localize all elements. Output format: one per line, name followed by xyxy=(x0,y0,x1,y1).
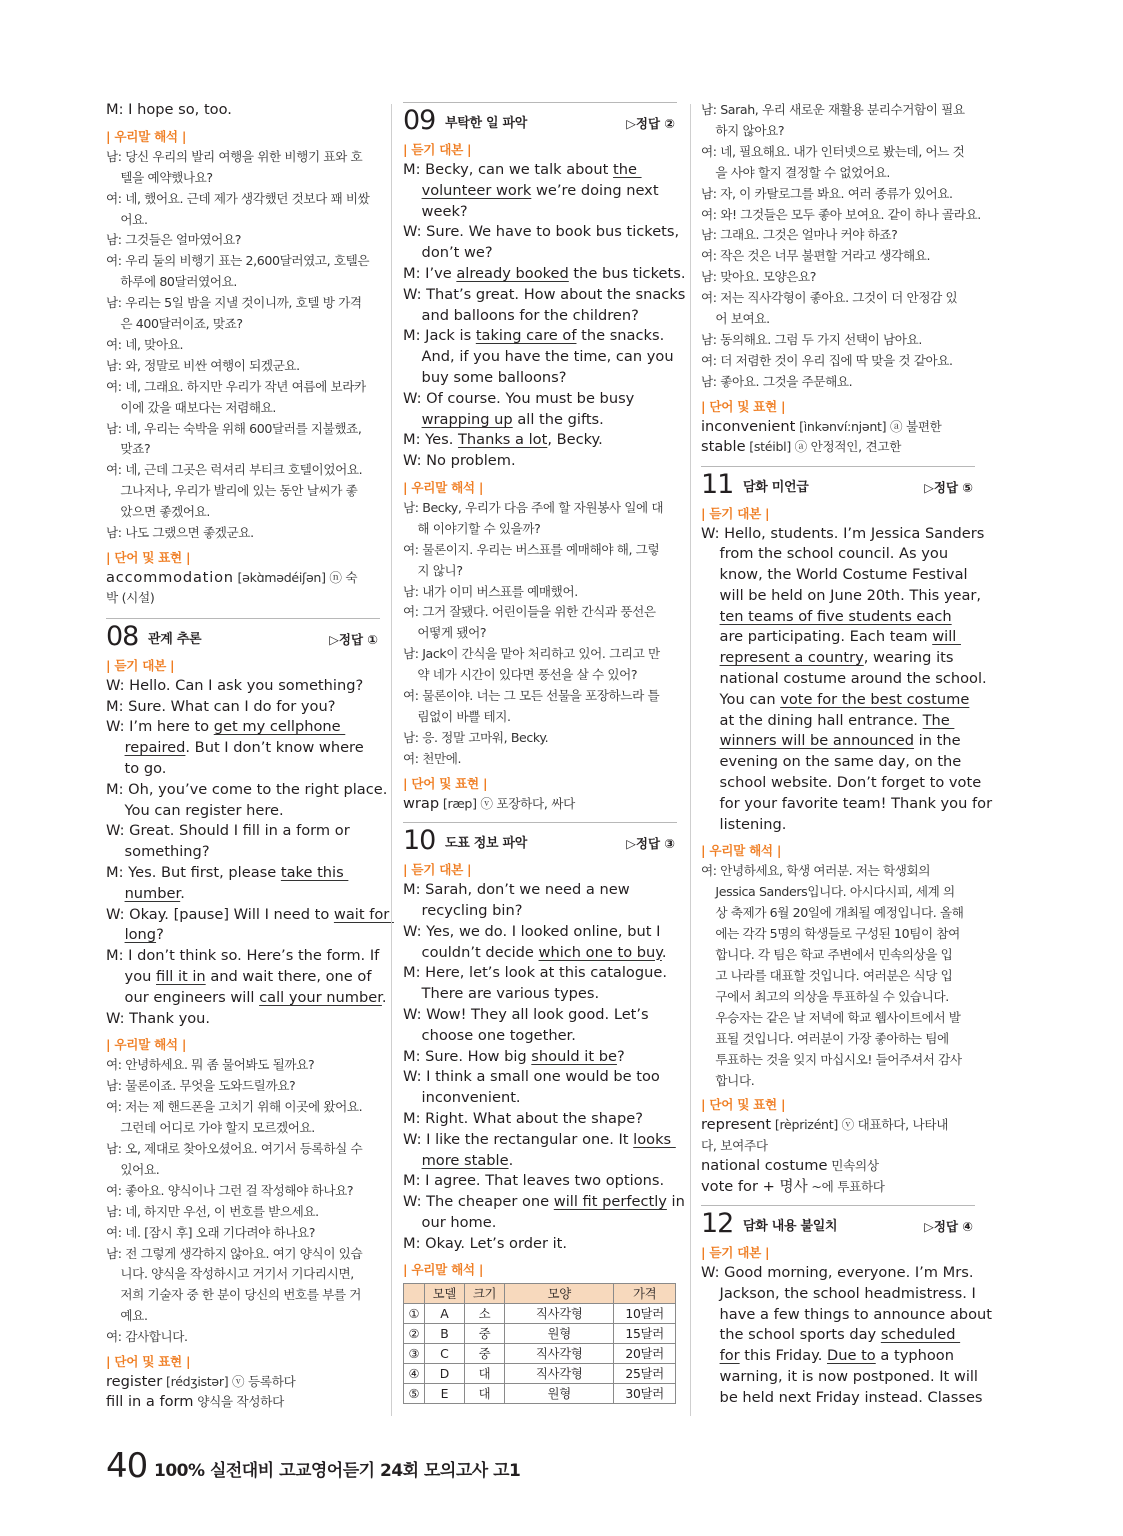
underlined-phrase: number xyxy=(124,884,181,902)
table-cell: C xyxy=(424,1344,464,1364)
translation-line: Jessica Sanders입니다. 아시다시피, 세계 의 xyxy=(701,884,955,900)
underlined-phrase: Due to xyxy=(826,1347,876,1365)
translation-line: 여: 네. [잠시 후] 오래 기다려야 하나요? xyxy=(106,1224,316,1240)
table-row xyxy=(404,1304,676,1324)
vocab-definition: [ìnkənví:njənt] ⓐ 불편한 xyxy=(795,418,942,434)
table-cell: ⑤ xyxy=(404,1384,425,1404)
question-title: 부탁한 일 파악 xyxy=(445,116,527,131)
section-header: | 우리말 해석 | xyxy=(403,1262,484,1278)
question-header-08 xyxy=(106,618,380,655)
vocab-entry xyxy=(106,1372,380,1392)
underlined-phrase: will xyxy=(932,628,961,646)
column-divider xyxy=(391,104,392,1416)
translation-line: 상 축제가 6월 20일에 개최될 예정입니다. 올해 xyxy=(701,905,964,921)
underlined-phrase: the xyxy=(612,161,642,178)
table-header-cell: 모양 xyxy=(505,1284,614,1304)
table-cell: E xyxy=(424,1384,464,1404)
underlined-phrase: Thanks a lot xyxy=(457,431,548,449)
translation-line: 있어요. xyxy=(106,1161,160,1177)
script-line: have a few things to announce about xyxy=(701,1305,992,1323)
script-line: W: Wow! They all look good. Let’s xyxy=(403,1005,649,1023)
vocab-definition: [əkɑ̀mədéiʃən] ⓝ 숙 xyxy=(233,570,358,586)
translation-line: 해 이야기할 수 있을까? xyxy=(403,520,541,536)
section-header: | 우리말 해석 | xyxy=(403,479,484,495)
script-line: long? xyxy=(124,926,164,944)
vocab-entry xyxy=(403,794,677,814)
translation-line: 어 보여요. xyxy=(701,311,770,327)
script-line: W: I like the rectangular one. It looks xyxy=(403,1130,676,1148)
underlined-phrase: get my cellphone xyxy=(213,718,346,736)
translation-line: 남: 와, 정말로 비싼 여행이 되겠군요. xyxy=(106,357,300,373)
vocab-entry xyxy=(701,1156,975,1176)
question-number: 12 xyxy=(701,1208,734,1240)
answer-label: ▷정답 ② xyxy=(626,116,675,131)
script-line: represent a country, wearing its xyxy=(719,649,954,667)
script-line: M: I don’t think so. Here’s the form. If xyxy=(106,947,380,965)
section-header: | 듣기 대본 | xyxy=(403,142,472,157)
underlined-phrase: for xyxy=(719,1347,740,1365)
table-cell: D xyxy=(424,1364,464,1384)
script-line: M: Sarah, don’t we need a new xyxy=(403,881,630,899)
underlined-phrase: long xyxy=(124,926,157,944)
translation-line: 여: 감사합니다. xyxy=(106,1329,188,1345)
script-line: You can register here. xyxy=(106,801,284,819)
translation-line: 하루에 80달러였어요. xyxy=(106,274,237,290)
translation-line: 여: 네, 근데 그곳은 럭셔리 부티크 호텔이었어요. xyxy=(106,462,363,478)
table-cell: 대 xyxy=(464,1364,504,1384)
script-line: for your favorite team! Thank you for xyxy=(701,794,993,812)
section-header: | 듣기 대본 | xyxy=(701,1245,770,1261)
vocab-word: represent xyxy=(701,1116,772,1134)
table-cell: 소 xyxy=(464,1304,504,1324)
underlined-phrase: should it be xyxy=(531,1047,617,1065)
question-header-12 xyxy=(701,1205,975,1242)
vocab-entry xyxy=(106,568,380,588)
script-line xyxy=(701,607,975,628)
script-line: from the school council. As you xyxy=(701,545,949,563)
translation-line: 합니다. 각 팀은 학교 주변에서 민속의상을 입 xyxy=(701,947,953,963)
question-number: 08 xyxy=(106,620,139,652)
translation-line: 여: 저는 직사각형이 좋아요. 그것이 더 안정감 있 xyxy=(701,290,958,306)
script-line: W: Of course. You must be busy xyxy=(403,389,635,407)
translation-line: 남: 자, 이 카탈로그를 봐요. 여러 종류가 있어요. xyxy=(701,185,953,201)
table-cell: 대 xyxy=(464,1384,504,1404)
table-cell: 직사각형 xyxy=(505,1364,614,1384)
translation-line: 이에 갔을 때보다는 저렴해요. xyxy=(106,399,277,415)
translation-line: 고 나라를 대표할 것입니다. 여러분은 식당 입 xyxy=(701,967,953,983)
translation-line: 예요. xyxy=(106,1308,148,1324)
table-cell: A xyxy=(424,1304,464,1324)
translation-line: 여: 안녕하세요, 학생 여러분. 저는 학생회의 xyxy=(701,863,931,879)
underlined-phrase: vote for the best costume xyxy=(780,690,970,708)
vocab-word: fill in a form xyxy=(106,1393,194,1411)
answer-label: ▷정답 ④ xyxy=(924,1219,973,1235)
translation-line: 여: 네, 필요해요. 내가 인터넷으로 봤는데, 어느 것 xyxy=(701,143,965,159)
translation-line: 여: 천만에. xyxy=(403,750,462,766)
underlined-phrase: which one to buy xyxy=(538,943,662,961)
script-line: W: Sure. We have to book bus tickets, xyxy=(403,223,680,241)
book-title: 100% 실전대비 고교영어듣기 24회 모의고사 고1 xyxy=(154,1461,521,1481)
translation-line: 니다. 양식을 작성하시고 거기서 기다리시면, xyxy=(106,1266,354,1282)
translation-line: 여: 네, 그래요. 하지만 우리가 작년 여름에 보라카 xyxy=(106,378,366,394)
underlined-phrase: wrapping up xyxy=(421,410,513,428)
translation-line: 지 않니? xyxy=(403,562,463,578)
translation-line: 그런데 어디로 가야 할지 모르겠어요. xyxy=(106,1120,315,1136)
table-cell: ① xyxy=(404,1304,425,1324)
script-line: There are various types. xyxy=(403,985,600,1003)
underlined-phrase: fill it in xyxy=(156,967,206,985)
script-line: are participating. Each team will xyxy=(701,628,961,646)
script-line: something? xyxy=(106,843,210,861)
translation-line: 텔을 예약했나요? xyxy=(106,169,213,185)
script-line: inconvenient. xyxy=(403,1089,521,1107)
answer-label: ▷정답 ③ xyxy=(626,836,675,852)
table-cell: 10달러 xyxy=(614,1304,676,1324)
vocab-definition: 양식을 작성하다 xyxy=(193,1394,284,1410)
vocab-word: stable xyxy=(701,438,746,456)
script-line: W: Great. Should I fill in a form or xyxy=(106,822,350,840)
table-header-row xyxy=(404,1284,676,1304)
script-line: will be held on June 20th. This year, xyxy=(701,586,982,604)
underlined-phrase: already booked xyxy=(456,264,569,282)
script-line: winners will be announced in the xyxy=(719,732,961,750)
table-cell: 원형 xyxy=(505,1324,614,1344)
script-line: national costume around the school. xyxy=(701,670,987,688)
script-line: And, if you have the time, can you xyxy=(403,348,674,366)
script-line: W: Hello. Can I ask you something? xyxy=(106,676,364,694)
translation-line: 남: 네, 우리는 숙박을 위해 600달러를 지불했죠, xyxy=(106,420,362,436)
translation-line: 림없이 바쁠 테지. xyxy=(403,709,511,725)
column-3 xyxy=(701,100,993,1409)
table-cell: ④ xyxy=(404,1364,425,1384)
script-line: W: Good morning, everyone. I’m Mrs. xyxy=(701,1264,974,1282)
section-header: | 단어 및 표현 | xyxy=(106,550,191,566)
table-cell: ② xyxy=(404,1324,425,1344)
translation-line: 구에서 최고의 의상을 투표하실 수 있습니다. xyxy=(701,988,949,1004)
script-line: listening. xyxy=(701,815,787,833)
translation-line: 남: Becky, 우리가 다음 주에 할 자원봉사 일에 대 xyxy=(403,499,664,515)
script-line: Jackson, the school headmistress. I xyxy=(701,1284,976,1302)
korean-translation xyxy=(106,1055,380,1348)
question-number: 10 xyxy=(403,825,436,857)
vocab-definition: 박 (시설) xyxy=(106,590,155,606)
question-header-09 xyxy=(403,102,677,139)
translation-line: 맞죠? xyxy=(106,441,151,457)
underlined-phrase: wait for xyxy=(333,905,394,923)
script-line: W: I’m here to get my cellphone xyxy=(106,718,346,736)
table-row xyxy=(404,1364,676,1384)
translation-line: 여: 그거 잘됐다. 어린이들을 위한 간식과 풍선은 xyxy=(403,604,656,620)
translation-line: 남: 네, 하지만 우선, 이 번호를 받으세요. xyxy=(106,1203,319,1219)
script-line: to go. xyxy=(106,760,167,778)
korean-translation xyxy=(701,100,981,393)
translation-line: 합니다. xyxy=(701,1072,755,1088)
table-cell: 15달러 xyxy=(614,1324,676,1344)
table-cell: 중 xyxy=(464,1344,504,1364)
answer-label: ▷정답 ① xyxy=(329,631,378,647)
script-line: M: I agree. That leaves two options. xyxy=(403,1172,665,1190)
script-line: repaired. But I don’t know where xyxy=(124,739,364,757)
underlined-phrase: The xyxy=(922,711,955,729)
question-header-11 xyxy=(701,466,975,503)
vocab-word: inconvenient xyxy=(701,417,796,435)
script-line: W: No problem. xyxy=(403,452,516,470)
vocab-entry-cont xyxy=(106,588,380,608)
underlined-phrase: will fit perfectly xyxy=(553,1193,667,1211)
table-cell: 원형 xyxy=(505,1384,614,1404)
underlined-phrase: taking care of xyxy=(475,327,577,345)
translation-line: 여: 물론이지. 우리는 버스표를 예매해야 해, 그렇 xyxy=(403,541,660,557)
script-line: number. xyxy=(124,884,185,902)
translation-line: 여: 좋아요. 양식이나 그런 걸 작성해야 하나요? xyxy=(106,1182,354,1198)
script-line: You can vote for the best costume xyxy=(701,690,970,708)
korean-translation xyxy=(403,498,677,770)
vocab-definition: 민속의상 xyxy=(827,1158,879,1174)
vocab-entry xyxy=(701,1177,975,1197)
translation-line: 하지 않아요? xyxy=(701,122,785,138)
translation-line: 여: 우리 둘의 비행기 표는 2,600달러였고, 호텔은 xyxy=(106,253,370,269)
table-cell: 직사각형 xyxy=(505,1304,614,1324)
section-header: | 듣기 대본 | xyxy=(403,862,472,878)
translation-line: 우승자는 같은 날 저녁에 학교 웹사이트에서 발 xyxy=(701,1009,961,1025)
table-cell: 중 xyxy=(464,1324,504,1344)
table-cell: 20달러 xyxy=(614,1344,676,1364)
underlined-phrase: looks xyxy=(633,1130,676,1148)
vocab-word: wrap xyxy=(403,794,440,812)
translation-line: 남: 물론이죠. 무엇을 도와드릴까요? xyxy=(106,1078,296,1094)
column-1 xyxy=(106,100,394,1413)
translation-line: 여: 와! 그것들은 모두 좋아 보여요. 같이 하나 골라요. xyxy=(701,206,981,222)
question-title: 담화 미언급 xyxy=(743,479,809,495)
underlined-phrase: winners will be announced xyxy=(719,732,915,750)
korean-translation xyxy=(701,861,975,1091)
section-header: | 우리말 해석 | xyxy=(106,128,187,144)
translation-line: 남: Sarah, 우리 새로운 재활용 분리수거함이 필요 xyxy=(701,102,965,117)
vocab-entry xyxy=(701,1115,975,1135)
translation-line: 남: Jack이 간식을 맡아 처리하고 있어. 그리고 만 xyxy=(403,646,660,662)
translation-line: 여: 안녕하세요. 뭐 좀 물어봐도 될까요? xyxy=(106,1057,315,1073)
script-line: don’t we? xyxy=(403,244,493,262)
script-line: for this Friday. Due to a typhoon xyxy=(719,1347,954,1365)
table-cell: 직사각형 xyxy=(505,1344,614,1364)
column-divider xyxy=(690,104,691,1416)
script-line: school website. Don’t forget to vote xyxy=(701,774,982,792)
translation-line: 여: 물론이야. 너는 그 모든 선물을 포장하느라 틀 xyxy=(403,688,660,704)
vocab-definition: [stéibl] ⓐ 안정적인, 견고한 xyxy=(745,439,902,455)
question-title: 관계 추론 xyxy=(148,631,202,647)
vocab-entry xyxy=(701,437,975,457)
underlined-phrase: ten teams of five students each xyxy=(719,607,952,625)
question-number: 11 xyxy=(701,468,734,500)
translation-line: 투표하는 것을 잊지 마십시오! 들어주셔서 감사 xyxy=(701,1051,962,1067)
script-line: W: Hello, students. I’m Jessica Sanders xyxy=(701,524,985,542)
table-row xyxy=(404,1324,676,1344)
table-cell: B xyxy=(424,1324,464,1344)
section-header: | 듣기 대본 | xyxy=(106,657,175,673)
translation-line: 약 네가 시간이 있다면 풍선을 살 수 있어? xyxy=(403,667,638,683)
script-line: wrapping up all the gifts. xyxy=(421,410,604,428)
script-line: our home. xyxy=(403,1213,497,1231)
vocab-word: register xyxy=(106,1373,163,1391)
script-line: and balloons for the children? xyxy=(403,306,639,324)
translation-line: 여: 저는 제 핸드폰을 고치기 위해 이곳에 왔어요. xyxy=(106,1099,363,1115)
script-line: the school sports day scheduled xyxy=(701,1326,961,1344)
script-line: M: Yes. But first, please take this xyxy=(106,864,349,881)
table-cell: ③ xyxy=(404,1344,425,1364)
script-line: be held next Friday instead. Classes xyxy=(701,1388,983,1406)
translation-line: 어떻게 됐어? xyxy=(403,625,487,641)
page-number: 40 xyxy=(106,1446,148,1486)
script-line: M: I’ve already booked the bus tickets. xyxy=(403,264,686,282)
translation-line: 여: 네, 맞아요. xyxy=(106,336,184,352)
script-line: W: Thank you. xyxy=(106,1009,211,1027)
translation-line: 남: 동의해요. 그럼 두 가지 선택이 남아요. xyxy=(701,331,922,347)
table-header-cell: 크기 xyxy=(464,1284,504,1304)
vocab-word: accommodation xyxy=(106,569,234,587)
translation-line: 남: 오, 제대로 찾아오셨어요. 여기서 등록하실 수 xyxy=(106,1141,363,1156)
section-header: | 단어 및 표현 | xyxy=(701,1097,786,1113)
table-header-cell xyxy=(404,1284,425,1304)
script-line: couldn’t decide which one to buy. xyxy=(403,943,667,961)
script-line: know, the World Costume Festival xyxy=(701,566,968,584)
translation-line: 남: 응. 정말 고마워, Becky. xyxy=(403,729,549,745)
translation-line: 남: 우리는 5일 밤을 지낼 것이니까, 호텔 방 가격 xyxy=(106,295,362,311)
catalogue-table xyxy=(403,1283,676,1404)
translation-line: 남: 맞아요. 모양은요? xyxy=(701,269,817,285)
translation-line: 저희 기술자 중 한 분이 당신의 번호를 부를 거 xyxy=(106,1287,362,1303)
underlined-phrase: repaired xyxy=(124,739,186,757)
script-line: M: Right. What about the shape? xyxy=(403,1109,643,1127)
section-header: | 단어 및 표현 | xyxy=(701,398,786,414)
script-line: M: Okay. Let’s order it. xyxy=(403,1234,568,1252)
translation-line: 을 사야 할지 결정할 수 없었어요. xyxy=(701,164,890,180)
vocab-entry xyxy=(106,1392,380,1412)
question-header-10 xyxy=(403,822,677,859)
translation-line: 남: 그래요. 그것은 얼마나 커야 하죠? xyxy=(701,227,898,243)
script-line: W: I think a small one would be too xyxy=(403,1068,660,1086)
table-cell: 30달러 xyxy=(614,1384,676,1404)
script-line: W: Yes, we do. I looked online, but I xyxy=(403,922,661,940)
script-line: W: That’s great. How about the snacks xyxy=(403,285,686,303)
script-line: M: I hope so, too. xyxy=(106,101,232,118)
vocab-entry xyxy=(701,417,975,437)
script-line: volunteer work we’re doing next xyxy=(421,181,659,199)
vocab-definition: ~에 투표하다 xyxy=(807,1178,885,1194)
translation-line: 여: 작은 것은 너무 불편할 거라고 생각해요. xyxy=(701,248,931,264)
script-line: M: Here, let’s look at this catalogue. xyxy=(403,964,667,982)
column-2 xyxy=(403,100,686,1404)
translation-line: 남: 당신 우리의 발리 여행을 위한 비행기 표와 호 xyxy=(106,148,363,164)
vocab-definition: [ræp] ⓥ 포장하다, 싸다 xyxy=(439,795,576,811)
script-line: W: Okay. [pause] Will I need to wait for xyxy=(106,905,394,923)
script-line: warning, it is now postponed. It will xyxy=(701,1368,978,1386)
translation-line: 어요. xyxy=(106,211,148,227)
question-title: 도표 정보 파악 xyxy=(445,836,527,852)
translation-line: 에는 각각 5명의 학생들로 구성된 10팀이 참여 xyxy=(701,926,960,942)
table-row xyxy=(404,1384,676,1404)
script-line: M: Yes. Thanks a lot, Becky. xyxy=(403,431,603,449)
vocab-definition: [rèprizént] ⓥ 대표하다, 나타내 xyxy=(771,1117,949,1133)
vocab-entry-cont xyxy=(701,1136,975,1156)
translation-line: 남: 전 그렇게 생각하지 않아요. 여기 양식이 있습 xyxy=(106,1245,363,1261)
script-line: you fill it in and wait there, one of xyxy=(106,967,372,985)
table-cell: 25달러 xyxy=(614,1364,676,1384)
script-line: M: Sure. What can I do for you? xyxy=(106,697,336,715)
underlined-phrase: more stable xyxy=(421,1151,509,1169)
translation-line: 남: 내가 이미 버스표를 예매했어. xyxy=(403,583,578,599)
script-line: M: Oh, you’ve come to the right place. xyxy=(106,780,388,798)
translation-line: 표될 것입니다. 여러분이 가장 좋아하는 팀에 xyxy=(701,1030,949,1046)
section-header: | 단어 및 표현 | xyxy=(106,1354,191,1370)
vocab-word: vote for + 명사 xyxy=(701,1177,808,1195)
script-line: choose one together. xyxy=(403,1026,576,1044)
script-line: M: Sure. How big should it be? xyxy=(403,1047,625,1065)
section-header: | 단어 및 표현 | xyxy=(403,775,488,791)
script-line: our engineers will call your number. xyxy=(106,988,387,1006)
script-line: M: Becky, can we talk about the xyxy=(403,161,642,178)
underlined-phrase: scheduled xyxy=(880,1326,961,1344)
vocab-definition: [rédʒistər] ⓥ 등록하다 xyxy=(162,1374,296,1390)
translation-line: 았으면 좋겠어요. xyxy=(106,504,210,520)
underlined-phrase: volunteer work xyxy=(421,181,532,199)
question-number: 09 xyxy=(403,105,436,136)
translation-line: 남: 나도 그랬으면 좋겠군요. xyxy=(106,525,254,541)
translation-line: 여: 네, 했어요. 근데 제가 생각했던 것보다 꽤 비쌌 xyxy=(106,190,370,206)
translation-line: 은 400달러이죠, 맞죠? xyxy=(106,316,243,332)
section-header: | 듣기 대본 | xyxy=(701,505,770,521)
underlined-phrase: call your number xyxy=(259,988,382,1006)
translation-line: 그나저나, 우리가 발리에 있는 동안 날씨가 좋 xyxy=(106,483,358,499)
script-line: M: Jack is taking care of the snacks. xyxy=(403,327,665,345)
vocab-word: national costume xyxy=(701,1157,828,1175)
section-header: | 우리말 해석 | xyxy=(701,843,782,859)
answer-label: ▷정답 ⑤ xyxy=(924,479,973,495)
section-header: | 우리말 해석 | xyxy=(106,1037,187,1053)
script-line: evening on the same day, on the xyxy=(701,753,962,771)
script-line: more stable. xyxy=(421,1151,514,1169)
underlined-phrase: take this xyxy=(280,864,349,881)
script-line: buy some balloons? xyxy=(403,368,567,386)
script-line: week? xyxy=(403,202,468,220)
script-line: at the dining hall entrance. The xyxy=(701,711,955,729)
table-header-cell: 모델 xyxy=(424,1284,464,1304)
underlined-phrase: represent a country xyxy=(719,649,864,667)
vocab-definition: 다, 보여주다 xyxy=(701,1137,768,1153)
script-line: recycling bin? xyxy=(403,901,523,919)
korean-translation xyxy=(106,147,380,544)
script-line: W: The cheaper one will fit perfectly in xyxy=(403,1193,685,1211)
table-row xyxy=(404,1344,676,1364)
translation-line: 남: 좋아요. 그것을 주문해요. xyxy=(701,373,853,389)
question-title: 담화 내용 불일치 xyxy=(743,1219,838,1235)
table-header-cell: 가격 xyxy=(614,1284,676,1304)
translation-line: 남: 그것들은 얼마였어요? xyxy=(106,232,241,248)
translation-line: 여: 더 저렴한 것이 우리 집에 딱 맞을 것 같아요. xyxy=(701,352,953,368)
